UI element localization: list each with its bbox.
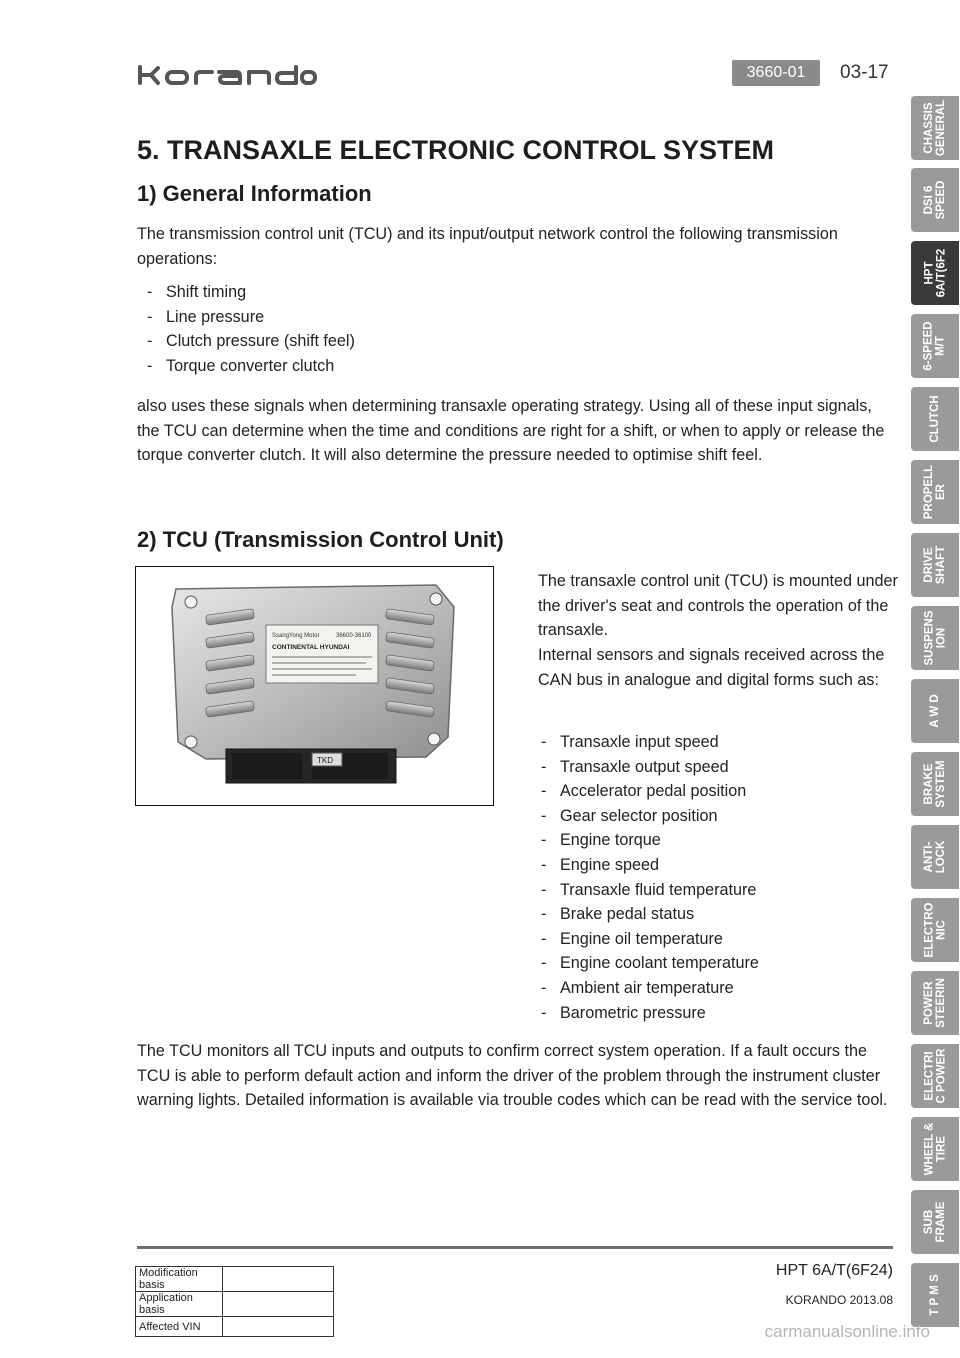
list-item: - Gear selector position [541,806,718,825]
label-brand: SsangYong Motor [272,633,320,639]
doc-code-badge: 3660-01 [732,60,820,86]
list-item: - Engine coolant temperature [541,954,759,973]
list-item: - Brake pedal status [541,905,695,924]
list-item: - Transaxle input speed [541,733,719,751]
table-row [136,1267,334,1292]
list-item: - Shift timing [147,283,247,301]
tcu-desc-1: The transaxle control unit (TCU) is mounted under the driver's seat and controls the operation of the transaxle. [538,572,898,639]
list-item: - Transaxle fluid temperature [541,880,757,899]
tab-clutch[interactable]: CLUTCH [911,387,959,451]
korando-logo [137,64,317,86]
tab-chassis-general[interactable]: CHASSIS GENERAL [911,96,959,160]
tcu-heading: 2) TCU (Transmission Control Unit) [137,527,504,552]
tab-electric-power[interactable]: ELECTRI C POWER [911,1044,959,1108]
tab-dsi-6-speed[interactable]: DSI 6 SPEED [911,168,959,232]
label-part: 36600-36100 [336,633,372,639]
tab-awd[interactable]: A W D [911,679,959,743]
general-intro: The transmission control unit (TCU) and its input/output network control the following transmission operations: [137,225,838,268]
table-cell-label: Application basis [136,1292,223,1317]
signals-list [537,730,759,1025]
table-cell-value [223,1317,334,1337]
list-item: - Torque converter clutch [147,356,335,375]
footer-divider [137,1246,893,1249]
list-item: - Ambient air temperature [541,978,734,997]
tcu-photo-frame [135,566,494,806]
tab-tpms[interactable]: T P M S [911,1263,959,1327]
list-item: - Barometric pressure [541,1003,706,1022]
tcu-desc-2: Internal sensors and signals received across the CAN bus in analogue and digital forms such as: [538,646,885,689]
tab-wheel-tire[interactable]: WHEEL & TIRE [911,1117,959,1181]
watermark: carmanualsonline.info [764,1322,930,1341]
tcu-closing: The TCU monitors all TCU inputs and outputs to confirm correct system operation. If a fault occurs the TCU is able to perform default action and inform the driver of the problem through the instrument cluster warning lights. Detailed information is available via trouble codes which can be read with the service tool. [137,1042,888,1109]
tab-drive-shaft[interactable]: DRIVE SHAFT [911,533,959,597]
tab-suspension[interactable]: SUSPENS ION [911,606,959,670]
table-cell-value [223,1267,334,1292]
tcu-module-photo-icon [136,567,492,804]
general-info-heading: 1) General Information [137,181,372,206]
tab-propeller[interactable]: PROPELL ER [911,460,959,524]
tab-brake-system[interactable]: BRAKE SYSTEM [911,752,959,816]
section-title: 5. TRANSAXLE ELECTRONIC CONTROL SYSTEM [137,135,775,165]
table-cell-value [223,1292,334,1317]
modification-table [135,1266,334,1337]
tab-6-speed-mt[interactable]: 6-SPEED M/T [911,314,959,378]
general-body: also uses these signals when determining transaxle operating strategy. Using all of these input signals, the TCU can determine when the time and conditions are right for a shift, or when to apply or release the torque converter clutch. It will also determine the pressure needed to optimise shift feel. [137,397,885,464]
label-code: TKD [317,756,333,765]
page-number: 03-17 [840,62,889,83]
tab-sub-frame[interactable]: SUB FRAME [911,1190,959,1254]
tab-power-steering[interactable]: POWER STEERIN [911,971,959,1035]
list-item: - Accelerator pedal position [541,782,747,801]
footer-model: HPT 6A/T(6F24) [775,1262,893,1279]
label-maker: CONTINENTAL HYUNDAI [272,644,350,651]
footer-date: KORANDO 2013.08 [785,1293,893,1307]
table-row [136,1317,334,1337]
tab-anti-lock[interactable]: ANTI- LOCK [911,825,959,889]
list-item: - Engine speed [541,855,660,874]
list-item: - Line pressure [147,307,265,326]
operations-list [143,280,355,378]
list-item: - Transaxle output speed [541,757,729,776]
list-item: - Clutch pressure (shift feel) [147,332,355,351]
list-item: - Engine oil temperature [541,929,723,948]
table-cell-label: Affected VIN [136,1317,223,1337]
table-cell-label: Modification basis [136,1267,223,1292]
tab-hpt-6at[interactable]: HPT 6A/T(6F2 [911,241,959,305]
tab-electronic[interactable]: ELECTRO NIC [911,898,959,962]
list-item: - Engine torque [541,831,661,850]
table-row [136,1292,334,1317]
